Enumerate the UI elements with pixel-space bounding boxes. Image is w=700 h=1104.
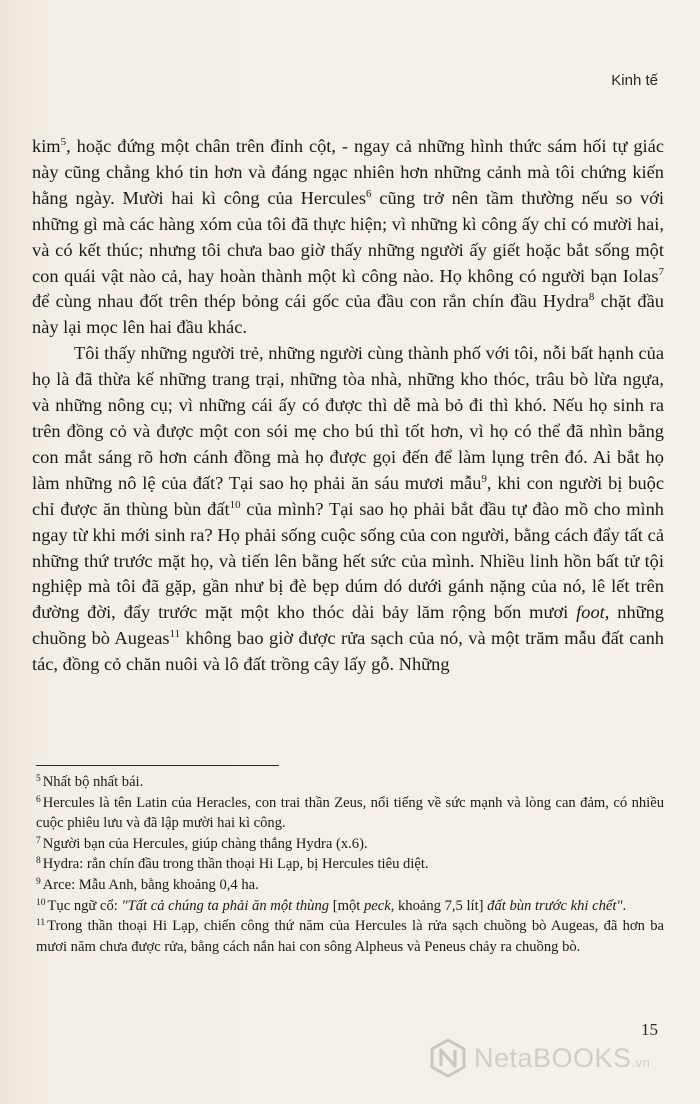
text-run: , hoặc đứng một chân trên đỉnh cột, - ngay cả những hình thức sám hối tự giác này cũng chẳng khó tin hơn và đáng ngạc nhiên hơn những cảnh mà tôi chứng kiến hằng ngày. Mười hai kì công của Hercules [32,136,664,208]
footnote-text: [một [329,897,364,914]
footnote-ref-7: 7 [658,265,664,278]
text-run: , khi con người bị buộc chỉ được ăn thùng bùn đất [32,472,665,519]
text-run: , những chuồng bò Augeas [32,602,664,649]
footnote-6 [36,793,664,834]
text-run: không bao giờ được rửa sạch của nó, và một trăm mẫu đất canh tác, đồng cỏ chăn nuôi và lô đất trồng cây lấy gỗ. Những [32,628,664,675]
footnote-italic: "Tất cả chúng ta phải ăn một thùng [121,897,330,914]
footnote-number: 6 [36,794,41,805]
footnote-italic: peck [363,897,391,914]
footnotes [36,772,664,957]
footnote-text: Tục ngữ cổ: [47,897,122,914]
paragraph-2 [32,341,664,678]
footnote-ref-10: 10 [229,498,241,511]
footnote-8 [36,854,664,875]
footnote-number: 10 [36,897,46,908]
footnote-number: 8 [36,856,41,867]
watermark-main: NetaBOOKS [474,1042,632,1073]
footnote-text: Trong thần thoại Hi Lạp, chiến công thứ năm của Hercules là rửa sạch chuồng bò Augeas, đã hơn ba mươi năm chưa được rửa, bằng cách nắn hai con sông Alpheus và Peneus chảy ra chuồng bò. [36,918,664,955]
footnote-text: Arce: Mẫu Anh, bằng khoảng 0,4 ha. [42,876,259,893]
footnote-ref-5: 5 [60,136,67,148]
text-run: để cùng nhau đốt trên thép bỏng cái gốc của đầu con rắn chín đầu Hydra [32,291,589,312]
footnote-text: , khoảng 7,5 lít] [390,897,488,914]
footnote-number: 11 [36,918,46,929]
footnote-text: Người bạn của Hercules, giúp chàng thắng Hydra (x.6). [42,835,368,852]
footnote-ref-9: 9 [481,472,487,485]
running-header: Kinh tế [611,72,658,89]
footnote-ref-11: 11 [169,628,181,641]
footnote-text: Hydra: rắn chín đầu trong thần thoại Hi Lạp, bị Hercules tiêu diệt. [42,856,429,873]
text-run: kim [32,136,61,156]
body-text [32,134,664,678]
footnote-7 [36,834,664,855]
footnote-number: 5 [36,774,41,784]
footnote-11 [36,916,664,957]
footnote-italic: đất bùn trước khi chết" [487,897,623,914]
text-run: của mình? Tại sao họ phải bắt đầu tự đào mồ cho mình ngay từ khi mới sinh ra? Họ phải sống cuộc sống của con người, bằng cách đẩy tất cả những thứ trước mặt họ, và tiến lên bằng hết sức của mình. Nhiều linh hồn bất tử tội nghiệp mà tôi đã gặp, gần như bị đè bẹp dúm dó dưới gánh nặng của nó, lê lết trên đường đời, đẩy trước mặt một kho thóc dài bảy lăm rộng bốn mươi [32,498,665,623]
footnote-10 [36,896,664,917]
footnote-number: 9 [36,876,41,887]
footnote-divider [36,765,279,766]
footnote-ref-8: 8 [588,291,595,304]
watermark-text [474,1043,650,1074]
watermark [428,1038,650,1078]
footnote-text: Hercules là tên Latin của Heracles, con trai thần Zeus, nổi tiếng về sức mạnh và lòng can đảm, có nhiều cuộc phiêu lưu và đã lập mười hai kì công. [36,794,664,832]
footnote-5 [36,772,664,793]
page-number: 15 [641,1020,658,1039]
text-run: Tôi thấy những người trẻ, những người cùng thành phố với tôi, nỗi bất hạnh của họ là đã thừa kế những trang trại, những tòa nhà, những kho thóc, trâu bò lừa ngựa, và những nông cụ; vì những cái ấy có được thì dễ mà bỏ đi thì khó. Nếu họ sinh ra trên đồng cỏ và được một con sói mẹ cho bú thì tốt hơn, vì họ có thể đã nhìn bằng con mắt sáng rõ hơn cánh đồng mà họ được gọi đến để làm lụng trên đó. Ai bắt họ làm những nô lệ của đất? Tại sao họ phải ăn sáu mươi mẫu [32,343,664,493]
footnote-number: 7 [36,835,41,846]
footnote-ref-6: 6 [366,187,372,200]
footnote-text: . [622,897,627,914]
footnote-9 [36,875,664,896]
text-run: chặt đầu này lại mọc lên hai đầu khác. [32,291,664,338]
netabooks-logo-icon [428,1038,468,1078]
italic-term: foot [576,602,605,623]
footnote-text: Nhất bộ nhất bái. [42,774,144,790]
watermark-suffix: .vn [631,1054,651,1070]
text-run: cũng trở nên tầm thường nếu so với những gì mà các hàng xóm của tôi đã thực hiện; vì những kì công ấy chỉ có mười hai, và có kết thúc; nhưng tôi chưa bao giờ thấy những người ấy giết hoặc bắt sống một con quái vật nào cả, hay hoàn thành một kì công nào. Họ không có người bạn Iolas [32,187,664,286]
paragraph-1 [32,134,664,341]
